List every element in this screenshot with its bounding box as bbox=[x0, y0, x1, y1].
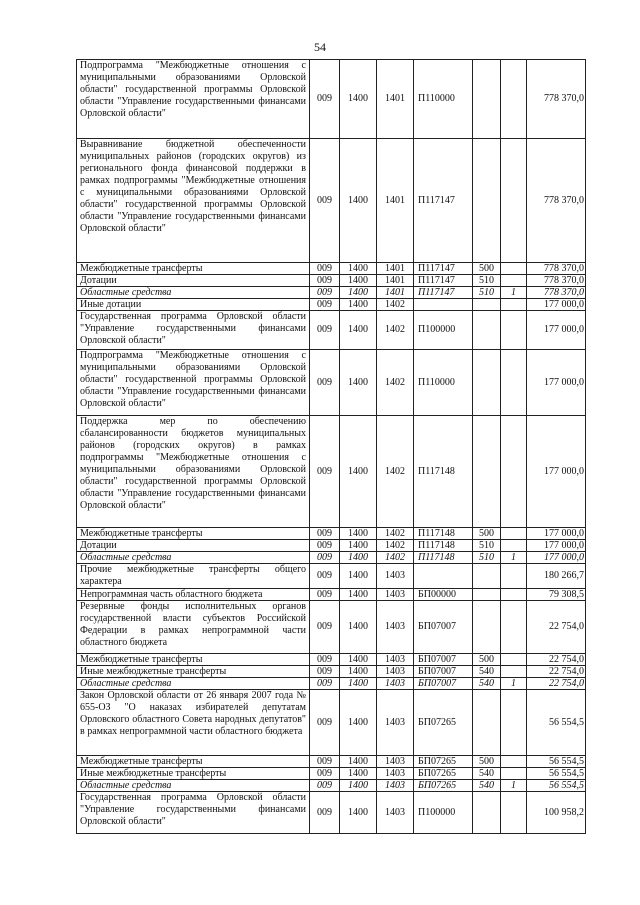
admin-code: 009 bbox=[309, 263, 339, 274]
section-code: 1400 bbox=[339, 528, 376, 539]
admin-code: 009 bbox=[309, 678, 339, 689]
subsection-code: 1403 bbox=[376, 678, 413, 689]
amount: 177 000,0 bbox=[526, 552, 587, 563]
subsection-code: 1403 bbox=[376, 768, 413, 779]
target-item-code: П117147 bbox=[413, 287, 472, 298]
section-code: 1400 bbox=[339, 139, 376, 262]
target-item-code bbox=[413, 299, 472, 310]
funding-source-code bbox=[500, 792, 526, 833]
admin-code: 009 bbox=[309, 601, 339, 653]
funding-source-code bbox=[500, 690, 526, 755]
section-code: 1400 bbox=[339, 299, 376, 310]
amount: 778 370,0 bbox=[526, 139, 587, 262]
row-name: Областные средства bbox=[80, 552, 172, 563]
expense-type-code: 540 bbox=[472, 666, 500, 677]
row-name: Межбюджетные трансферты bbox=[80, 654, 203, 665]
subsection-code: 1402 bbox=[376, 552, 413, 563]
funding-source-code bbox=[500, 350, 526, 415]
subsection-code: 1403 bbox=[376, 601, 413, 653]
amount: 22 754,0 bbox=[526, 601, 587, 653]
table-row bbox=[76, 689, 586, 755]
row-name: Областные средства bbox=[80, 780, 172, 791]
amount: 56 554,5 bbox=[526, 768, 587, 779]
table-row bbox=[76, 779, 586, 791]
expense-type-code: 510 bbox=[472, 275, 500, 286]
table-row bbox=[76, 791, 586, 834]
table-row bbox=[76, 767, 586, 779]
section-code: 1400 bbox=[339, 350, 376, 415]
row-name: Прочие межбюджетные трансферты общего характера bbox=[80, 564, 306, 587]
target-item-code: П117148 bbox=[413, 552, 472, 563]
row-name: Государственная программа Орловской области "Управление государственными финансами Орловской области" bbox=[80, 311, 306, 346]
expense-type-code: 510 bbox=[472, 552, 500, 563]
section-code: 1400 bbox=[339, 552, 376, 563]
target-item-code: БП07265 bbox=[413, 690, 472, 755]
funding-source-code: 1 bbox=[500, 552, 526, 563]
subsection-code: 1403 bbox=[376, 564, 413, 588]
amount: 177 000,0 bbox=[526, 311, 587, 349]
amount: 22 754,0 bbox=[526, 678, 587, 689]
row-name: Межбюджетные трансферты bbox=[80, 263, 203, 274]
admin-code: 009 bbox=[309, 528, 339, 539]
admin-code: 009 bbox=[309, 780, 339, 791]
admin-code: 009 bbox=[309, 350, 339, 415]
table-row bbox=[76, 600, 586, 653]
target-item-code: БП00000 bbox=[413, 589, 472, 600]
funding-source-code bbox=[500, 756, 526, 767]
row-name: Резервные фонды исполнительных органов государственной власти субъектов Российской Федерации в рамках непрограммной части областного бюджета bbox=[80, 601, 306, 648]
amount: 56 554,5 bbox=[526, 756, 587, 767]
subsection-code: 1402 bbox=[376, 540, 413, 551]
table-row bbox=[76, 262, 586, 274]
admin-code: 009 bbox=[309, 299, 339, 310]
funding-source-code bbox=[500, 666, 526, 677]
table-row bbox=[76, 415, 586, 527]
subsection-code: 1403 bbox=[376, 654, 413, 665]
section-code: 1400 bbox=[339, 275, 376, 286]
admin-code: 009 bbox=[309, 552, 339, 563]
expense-type-code bbox=[472, 350, 500, 415]
funding-source-code bbox=[500, 589, 526, 600]
admin-code: 009 bbox=[309, 666, 339, 677]
row-name: Поддержка мер по обеспечению сбалансированности бюджетов муниципальных районов (городских округов) в рамках подпрограммы "Межбюджетные отношения с муниципальными образованиями Орловской области" государственной программы Орловской области "Управление государственными финансами Орловской области" bbox=[80, 416, 306, 511]
funding-source-code bbox=[500, 311, 526, 349]
table-row bbox=[76, 349, 586, 415]
row-name: Иные межбюджетные трансферты bbox=[80, 666, 227, 677]
page-number: 54 bbox=[314, 40, 326, 54]
funding-source-code bbox=[500, 60, 526, 138]
section-code: 1400 bbox=[339, 601, 376, 653]
expense-type-code: 500 bbox=[472, 263, 500, 274]
expense-type-code bbox=[472, 311, 500, 349]
expense-type-code bbox=[472, 564, 500, 588]
table-row bbox=[76, 588, 586, 600]
funding-source-code bbox=[500, 540, 526, 551]
target-item-code: БП07007 bbox=[413, 654, 472, 665]
target-item-code: БП07265 bbox=[413, 780, 472, 791]
target-item-code: П110000 bbox=[413, 60, 472, 138]
row-name: Межбюджетные трансферты bbox=[80, 756, 203, 767]
target-item-code: П117147 bbox=[413, 275, 472, 286]
expense-type-code bbox=[472, 690, 500, 755]
target-item-code: БП07007 bbox=[413, 601, 472, 653]
subsection-code: 1401 bbox=[376, 139, 413, 262]
amount: 778 370,0 bbox=[526, 275, 587, 286]
row-name: Межбюджетные трансферты bbox=[80, 528, 203, 539]
row-name: Иные межбюджетные трансферты bbox=[80, 768, 227, 779]
admin-code: 009 bbox=[309, 756, 339, 767]
subsection-code: 1402 bbox=[376, 311, 413, 349]
expense-type-code: 510 bbox=[472, 287, 500, 298]
admin-code: 009 bbox=[309, 792, 339, 833]
admin-code: 009 bbox=[309, 564, 339, 588]
subsection-code: 1403 bbox=[376, 780, 413, 791]
table-row bbox=[76, 551, 586, 563]
amount: 778 370,0 bbox=[526, 263, 587, 274]
expense-type-code bbox=[472, 299, 500, 310]
funding-source-code: 1 bbox=[500, 287, 526, 298]
target-item-code bbox=[413, 564, 472, 588]
subsection-code: 1403 bbox=[376, 690, 413, 755]
amount: 22 754,0 bbox=[526, 666, 587, 677]
row-name: Закон Орловской области от 26 января 2007 года № 655-ОЗ "О наказах избирателей депутатам Орловского областного Совета народных депутатов" в рамках непрограммной части областного бюджета bbox=[80, 690, 306, 737]
admin-code: 009 bbox=[309, 589, 339, 600]
row-name: Государственная программа Орловской области "Управление государственными финансами Орловской области" bbox=[80, 792, 306, 827]
target-item-code: П117148 bbox=[413, 416, 472, 527]
section-code: 1400 bbox=[339, 780, 376, 791]
subsection-code: 1402 bbox=[376, 299, 413, 310]
expense-type-code: 540 bbox=[472, 678, 500, 689]
expense-type-code bbox=[472, 601, 500, 653]
section-code: 1400 bbox=[339, 416, 376, 527]
expense-type-code bbox=[472, 60, 500, 138]
admin-code: 009 bbox=[309, 311, 339, 349]
amount: 22 754,0 bbox=[526, 654, 587, 665]
table-row bbox=[76, 286, 586, 298]
row-name: Непрограммная часть областного бюджета bbox=[80, 589, 263, 600]
subsection-code: 1403 bbox=[376, 589, 413, 600]
expense-type-code: 500 bbox=[472, 654, 500, 665]
subsection-code: 1401 bbox=[376, 275, 413, 286]
subsection-code: 1403 bbox=[376, 756, 413, 767]
admin-code: 009 bbox=[309, 654, 339, 665]
subsection-code: 1403 bbox=[376, 792, 413, 833]
target-item-code: БП07007 bbox=[413, 678, 472, 689]
admin-code: 009 bbox=[309, 275, 339, 286]
funding-source-code bbox=[500, 528, 526, 539]
funding-source-code bbox=[500, 139, 526, 262]
table-row bbox=[76, 665, 586, 677]
admin-code: 009 bbox=[309, 540, 339, 551]
admin-code: 009 bbox=[309, 60, 339, 138]
target-item-code: П110000 bbox=[413, 350, 472, 415]
row-name: Иные дотации bbox=[80, 299, 142, 310]
admin-code: 009 bbox=[309, 416, 339, 527]
target-item-code: БП07265 bbox=[413, 756, 472, 767]
subsection-code: 1402 bbox=[376, 416, 413, 527]
section-code: 1400 bbox=[339, 311, 376, 349]
section-code: 1400 bbox=[339, 756, 376, 767]
target-item-code: БП07007 bbox=[413, 666, 472, 677]
section-code: 1400 bbox=[339, 768, 376, 779]
expense-type-code: 500 bbox=[472, 528, 500, 539]
section-code: 1400 bbox=[339, 654, 376, 665]
amount: 79 308,5 bbox=[526, 589, 587, 600]
subsection-code: 1403 bbox=[376, 666, 413, 677]
funding-source-code bbox=[500, 564, 526, 588]
section-code: 1400 bbox=[339, 690, 376, 755]
funding-source-code bbox=[500, 299, 526, 310]
section-code: 1400 bbox=[339, 792, 376, 833]
table-row bbox=[76, 138, 586, 262]
row-name: Подпрограмма "Межбюджетные отношения с муниципальными образованиями Орловской области" государственной программы Орловской области "Управление государственными финансами Орловской области" bbox=[80, 60, 306, 119]
funding-source-code bbox=[500, 654, 526, 665]
target-item-code: П100000 bbox=[413, 792, 472, 833]
amount: 177 000,0 bbox=[526, 416, 587, 527]
expense-type-code: 500 bbox=[472, 756, 500, 767]
target-item-code: БП07265 bbox=[413, 768, 472, 779]
subsection-code: 1402 bbox=[376, 528, 413, 539]
admin-code: 009 bbox=[309, 139, 339, 262]
table-row bbox=[76, 298, 586, 310]
table-row bbox=[76, 539, 586, 551]
expense-type-code bbox=[472, 792, 500, 833]
amount: 177 000,0 bbox=[526, 299, 587, 310]
funding-source-code bbox=[500, 263, 526, 274]
row-name: Дотации bbox=[80, 540, 117, 551]
section-code: 1400 bbox=[339, 589, 376, 600]
section-code: 1400 bbox=[339, 666, 376, 677]
table-row bbox=[76, 310, 586, 349]
row-name: Областные средства bbox=[80, 678, 172, 689]
amount: 177 000,0 bbox=[526, 540, 587, 551]
subsection-code: 1401 bbox=[376, 287, 413, 298]
funding-source-code bbox=[500, 275, 526, 286]
expense-type-code bbox=[472, 589, 500, 600]
section-code: 1400 bbox=[339, 678, 376, 689]
target-item-code: П117147 bbox=[413, 139, 472, 262]
table-row bbox=[76, 59, 586, 138]
target-item-code: П117147 bbox=[413, 263, 472, 274]
row-name: Дотации bbox=[80, 275, 117, 286]
section-code: 1400 bbox=[339, 540, 376, 551]
amount: 177 000,0 bbox=[526, 350, 587, 415]
amount: 778 370,0 bbox=[526, 287, 587, 298]
target-item-code: П100000 bbox=[413, 311, 472, 349]
target-item-code: П117148 bbox=[413, 528, 472, 539]
section-code: 1400 bbox=[339, 60, 376, 138]
section-code: 1400 bbox=[339, 263, 376, 274]
subsection-code: 1401 bbox=[376, 60, 413, 138]
table-row bbox=[76, 677, 586, 689]
table-row bbox=[76, 755, 586, 767]
funding-source-code bbox=[500, 768, 526, 779]
target-item-code: П117148 bbox=[413, 540, 472, 551]
funding-source-code: 1 bbox=[500, 678, 526, 689]
subsection-code: 1401 bbox=[376, 263, 413, 274]
admin-code: 009 bbox=[309, 768, 339, 779]
admin-code: 009 bbox=[309, 690, 339, 755]
amount: 56 554,5 bbox=[526, 690, 587, 755]
amount: 177 000,0 bbox=[526, 528, 587, 539]
amount: 180 266,7 bbox=[526, 564, 587, 588]
table-row bbox=[76, 563, 586, 588]
row-name: Выравнивание бюджетной обеспеченности муниципальных районов (городских округов) из регионального фонда финансовой поддержки в рамках подпрограммы "Межбюджетные отношения с муниципальными образованиями Орловской области" государственной программы Орловской области "Управление государственными финансами Орловской области" bbox=[80, 139, 306, 234]
section-code: 1400 bbox=[339, 564, 376, 588]
funding-source-code bbox=[500, 601, 526, 653]
row-name: Подпрограмма "Межбюджетные отношения с муниципальными образованиями Орловской области" государственной программы Орловской области "Управление государственными финансами Орловской области" bbox=[80, 350, 306, 409]
section-code: 1400 bbox=[339, 287, 376, 298]
admin-code: 009 bbox=[309, 287, 339, 298]
row-name: Областные средства bbox=[80, 287, 172, 298]
amount: 100 958,2 bbox=[526, 792, 587, 833]
amount: 56 554,5 bbox=[526, 780, 587, 791]
expense-type-code: 510 bbox=[472, 540, 500, 551]
table-row bbox=[76, 527, 586, 539]
expense-type-code: 540 bbox=[472, 780, 500, 791]
funding-source-code: 1 bbox=[500, 780, 526, 791]
expense-type-code bbox=[472, 139, 500, 262]
expense-type-code: 540 bbox=[472, 768, 500, 779]
amount: 778 370,0 bbox=[526, 60, 587, 138]
funding-source-code bbox=[500, 416, 526, 527]
expense-type-code bbox=[472, 416, 500, 527]
subsection-code: 1402 bbox=[376, 350, 413, 415]
table-row bbox=[76, 274, 586, 286]
table-row bbox=[76, 653, 586, 665]
